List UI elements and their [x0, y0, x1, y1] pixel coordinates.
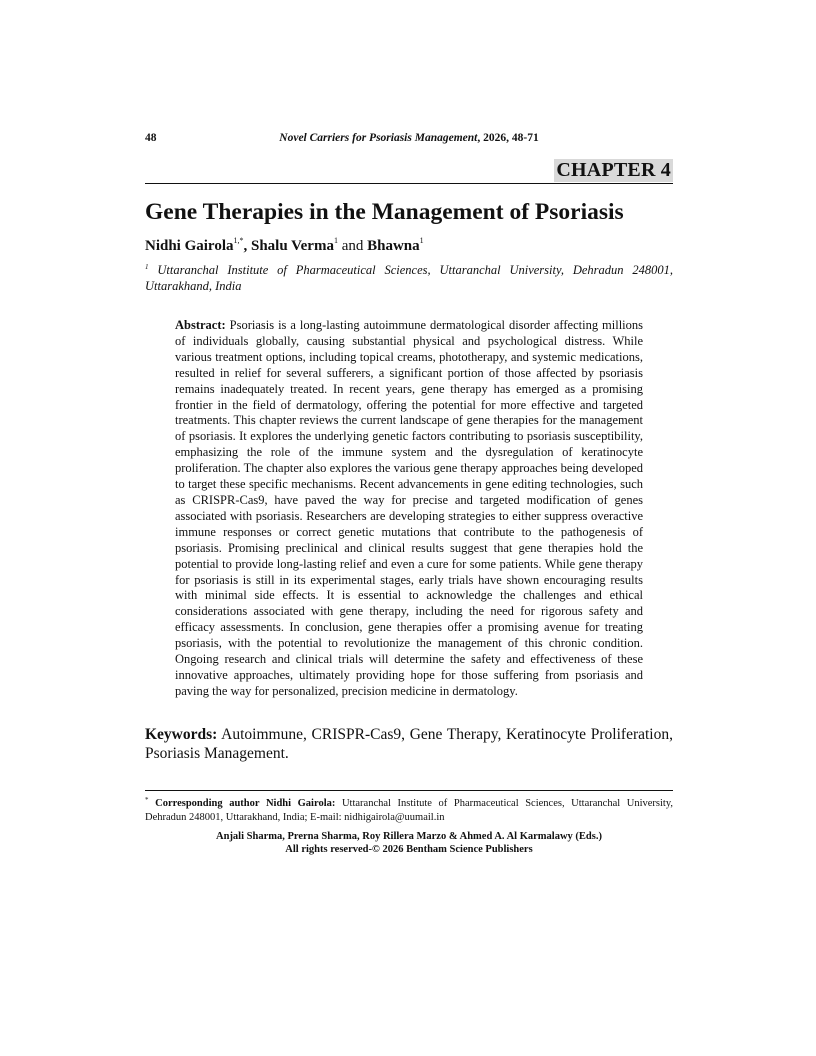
chapter-label: CHAPTER 4 [556, 159, 671, 181]
author-name: Nidhi Gairola [145, 238, 234, 254]
author-affiliation-marker: 1 [333, 236, 338, 245]
author-affiliation-marker: 1,* [233, 236, 244, 245]
chapter-title: Gene Therapies in the Management of Psoriasis [145, 199, 624, 225]
keywords-label: Keywords: [145, 726, 218, 743]
keywords-text: Autoimmune, CRISPR-Cas9, Gene Therapy, Keratinocyte Proliferation, Psoriasis Management. [145, 726, 673, 762]
journal-title: Novel Carriers for Psoriasis Management [279, 132, 478, 144]
author-name: Shalu Verma [251, 238, 334, 254]
keywords [145, 725, 673, 763]
abstract-text: Psoriasis is a long-lasting autoimmune dermatological disorder affecting millions of individuals globally, causing substantial physical and psychological distress. While various treatment options, including topical creams, phototherapy, and systemic medications, resulted in relief for several sufferers, a significant portion of those affected by psoriasis remains inadequately treated. In recent years, gene therapy has emerged as a promising frontier in the field of dermatology, offering the potential for more effective and targeted treatments. This chapter reviews the current landscape of gene therapies for the management of psoriasis. It explores the underlying genetic factors contributing to psoriasis susceptibility, emphasizing the role of the immune system and the dysregulation of keratinocyte proliferation. The chapter also explores the various gene therapy approaches being developed to target these specific mechanisms. Recent advancements in gene editing technologies, such as CRISPR-Cas9, have paved the way for precise and targeted modification of genes associated with psoriasis. Researchers are developing strategies to either suppress overactive immune responses or correct genetic mutations that contribute to the pathogenesis of psoriasis. Promising preclinical and clinical results suggest that gene therapies hold the potential to provide long-lasting relief and even a cure for some patients. While gene therapy for psoriasis is still in its experimental stages, early trials have shown encouraging results with minimal side effects. It is essential to acknowledge the challenges and ethical considerations associated with gene therapy, including the need for rigorous safety and efficacy assessments. In conclusion, gene therapies offer a promising avenue for treating psoriasis, with the potential to revolutionize the management of this chronic condition. Ongoing research and clinical trials will determine the safety and effectiveness of these innovative approaches, ultimately providing hope for those suffering from psoriasis and paving the way for personalized, precision medicine in dermatology. [175, 318, 644, 698]
author-name: Bhawna [367, 238, 420, 254]
affiliation [145, 259, 673, 294]
editors-line: Anjali Sharma, Prerna Sharma, Roy Rillera Marzo & Ahmed A. Al Karmalawy (Eds.) [216, 831, 602, 842]
affiliation-marker: 1 [145, 263, 149, 271]
journal-info: , 2026, 48-71 [477, 132, 539, 144]
chapter-divider [145, 183, 673, 184]
editors-copyright [145, 830, 673, 856]
journal-citation [145, 132, 673, 144]
abstract [175, 318, 643, 700]
footnote-text: Uttaranchal Institute of Pharmaceutical Sciences, Uttaranchal University, Dehradun 248001, Uttarakhand, India; E-mail: nidhigairola@uumail.in [145, 798, 674, 823]
author-separator: , [243, 238, 251, 254]
abstract-label: Abstract: [175, 318, 226, 332]
author-list [145, 236, 424, 255]
footnote-divider [145, 790, 673, 791]
affiliation-text: Uttaranchal Institute of Pharmaceutical Sciences, Uttaranchal University, Dehradun 248001, Uttarakhand, India [145, 263, 673, 293]
footnote-marker: * [145, 796, 149, 804]
page-number: 48 [145, 132, 157, 144]
corresponding-author-footnote [145, 794, 673, 824]
footnote-label: Corresponding author Nidhi Gairola: [155, 798, 336, 809]
author-affiliation-marker: 1 [419, 236, 424, 245]
author-separator: and [337, 238, 368, 254]
copyright-line: All rights reserved-© 2026 Bentham Science Publishers [285, 844, 533, 855]
running-header [145, 132, 673, 148]
